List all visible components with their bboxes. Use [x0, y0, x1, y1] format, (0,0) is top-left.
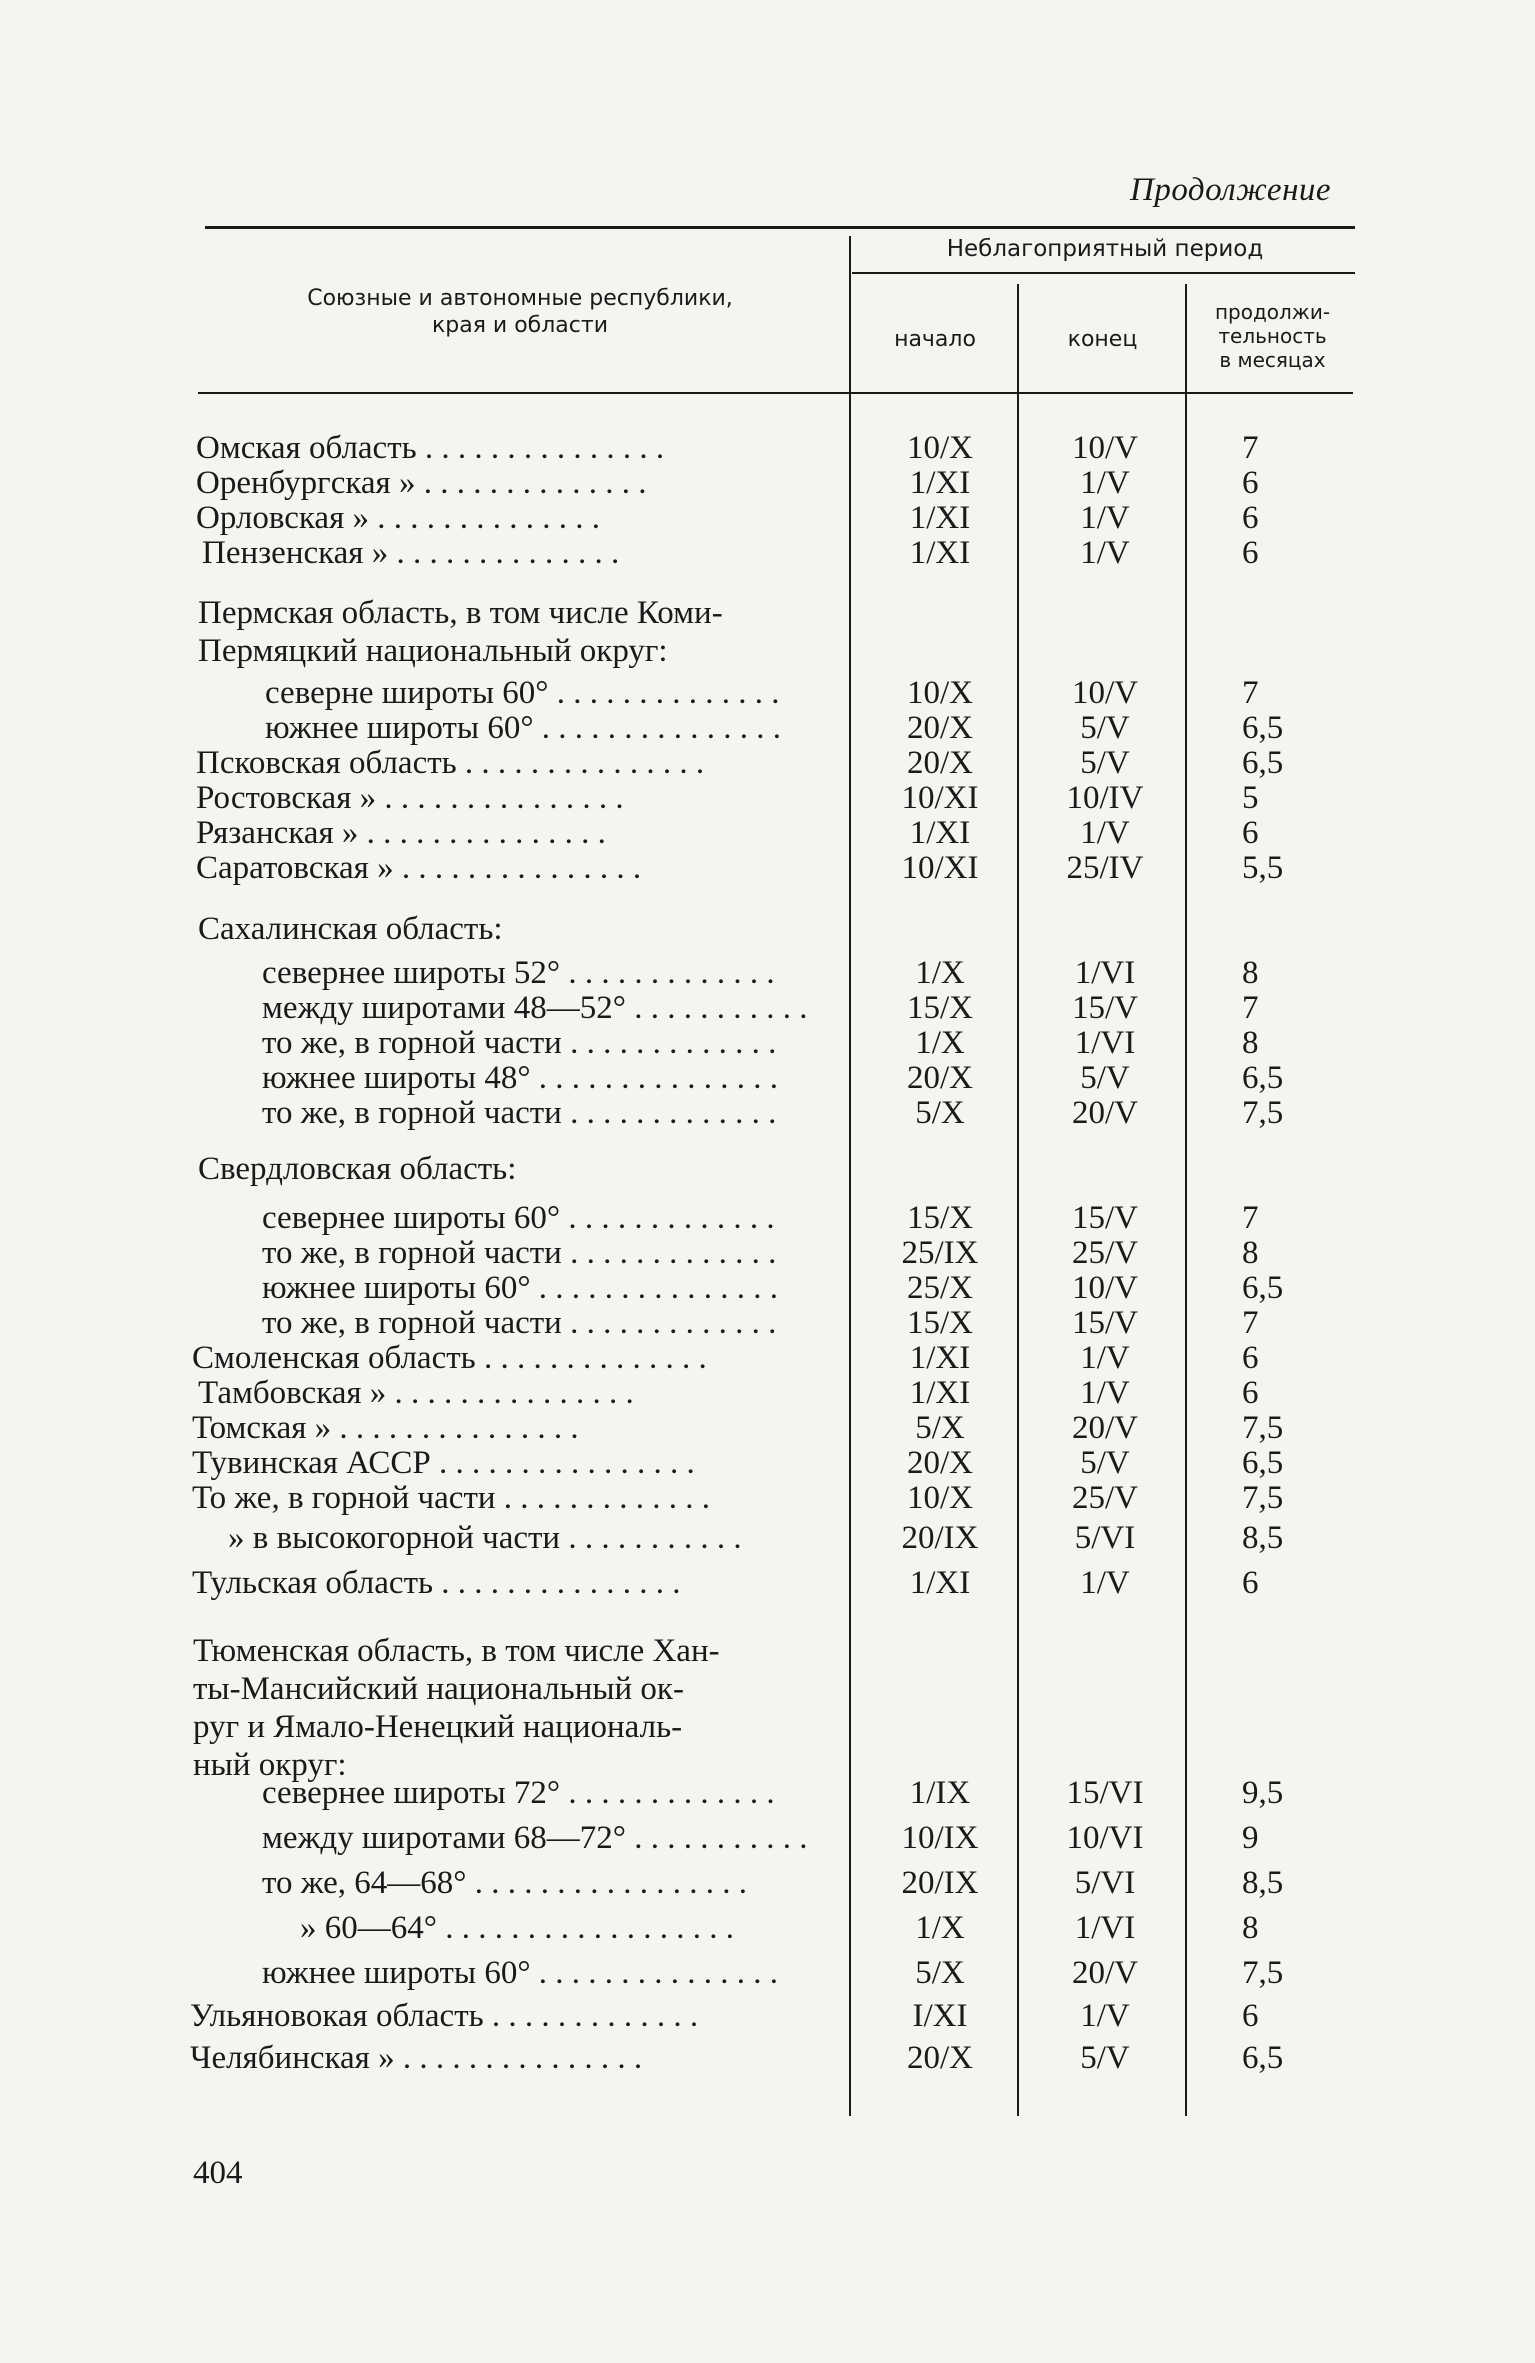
row-start: 1/X	[915, 1025, 965, 1061]
row-label: между широтами 68—72° . . . . . . . . . . .	[262, 1820, 808, 1856]
row-end: 25/V	[1072, 1480, 1138, 1516]
row-end: 5/V	[1080, 710, 1130, 746]
row-label: Ростовская » . . . . . . . . . . . . . . .	[196, 780, 624, 816]
header-end: конец	[1067, 327, 1138, 352]
period-rule	[852, 272, 1355, 274]
row-start: 20/X	[907, 1060, 973, 1096]
table-row	[0, 1200, 1535, 1236]
row-end: 20/V	[1072, 1095, 1138, 1131]
table-row	[0, 1235, 1535, 1271]
row-duration: 7,5	[1242, 1955, 1284, 1991]
row-duration: 9	[1242, 1820, 1259, 1856]
row-start: 1/XI	[909, 500, 971, 536]
row-label: южнее широты 60° . . . . . . . . . . . . . . .	[265, 710, 782, 746]
table-row	[0, 1060, 1535, 1096]
row-end: 1/V	[1080, 465, 1130, 501]
table-row	[0, 1480, 1535, 1516]
row-duration: 6	[1242, 1565, 1259, 1601]
row-label: То же, в горной части . . . . . . . . . . . . .	[192, 1480, 711, 1516]
row-start: 1/XI	[909, 815, 971, 851]
table-row	[0, 1910, 1535, 1946]
row-start: 15/X	[907, 990, 973, 1026]
row-label: южнее широты 48° . . . . . . . . . . . . . . .	[262, 1060, 779, 1096]
row-end: 10/V	[1072, 430, 1138, 466]
row-start: 20/X	[907, 710, 973, 746]
row-duration: 5	[1242, 780, 1259, 816]
row-label: Омская область . . . . . . . . . . . . . . .	[196, 430, 665, 466]
row-label: то же, в горной части . . . . . . . . . . . . .	[262, 1235, 777, 1271]
row-start: 20/X	[907, 2040, 973, 2076]
row-label: то же, в горной части . . . . . . . . . . . . .	[262, 1095, 777, 1131]
row-label: Ульяновокая область . . . . . . . . . . . . .	[190, 1998, 699, 2034]
row-end: 1/V	[1080, 1375, 1130, 1411]
row-start: 25/X	[907, 1270, 973, 1306]
row-end: 20/V	[1072, 1955, 1138, 1991]
table-row	[0, 745, 1535, 781]
row-duration: 6,5	[1242, 2040, 1284, 2076]
header-duration: продолжи- тельность в месяцах	[1214, 300, 1331, 372]
continuation-label: Продолжение	[1130, 172, 1332, 208]
table-row	[0, 1820, 1535, 1856]
row-label: Саратовская » . . . . . . . . . . . . . . .	[196, 850, 642, 886]
table-row	[0, 465, 1535, 501]
row-duration: 6	[1242, 1998, 1259, 2034]
table-row	[0, 780, 1535, 816]
row-end: 1/V	[1080, 815, 1130, 851]
row-label: Рязанская » . . . . . . . . . . . . . . .	[196, 815, 606, 851]
table-row	[0, 710, 1535, 746]
row-start: 10/IX	[901, 1820, 979, 1856]
row-start: 1/X	[915, 1910, 965, 1946]
table-row	[0, 675, 1535, 711]
row-duration: 6,5	[1242, 1060, 1284, 1096]
row-end: 20/V	[1072, 1410, 1138, 1446]
row-start: 10/X	[907, 430, 973, 466]
row-end: 10/VI	[1066, 1820, 1144, 1856]
row-duration: 7	[1242, 1305, 1259, 1341]
row-end: 1/V	[1080, 1998, 1130, 2034]
top-rule	[205, 226, 1355, 229]
row-label: Тульская область . . . . . . . . . . . . . . .	[192, 1565, 681, 1601]
row-start: 15/X	[907, 1305, 973, 1341]
row-label: Смоленская область . . . . . . . . . . . . . .	[192, 1340, 707, 1376]
row-end: 5/V	[1080, 1060, 1130, 1096]
row-end: 1/VI	[1074, 1910, 1136, 1946]
row-label: то же, 64—68° . . . . . . . . . . . . . . . . .	[262, 1865, 747, 1901]
table-row	[0, 1445, 1535, 1481]
row-end: 5/VI	[1074, 1865, 1136, 1901]
row-end: 5/V	[1080, 1445, 1130, 1481]
table-row	[0, 955, 1535, 991]
row-start: 25/IX	[901, 1235, 979, 1271]
row-duration: 7	[1242, 430, 1259, 466]
row-start: 1/XI	[909, 535, 971, 571]
row-label: южнее широты 60° . . . . . . . . . . . . . . .	[262, 1270, 779, 1306]
table-row	[0, 1998, 1535, 2034]
table-row	[0, 1775, 1535, 1811]
row-start: 5/X	[915, 1410, 965, 1446]
row-label: Орловская » . . . . . . . . . . . . . .	[196, 500, 601, 536]
row-label: севернее широты 72° . . . . . . . . . . . . .	[262, 1775, 775, 1811]
header-period: Неблагоприятный период	[946, 236, 1264, 262]
table-row	[0, 850, 1535, 886]
group-sakhalin: Сахалинская область:	[198, 911, 503, 947]
table-row	[0, 1025, 1535, 1061]
row-duration: 8	[1242, 955, 1259, 991]
row-start: 5/X	[915, 1095, 965, 1131]
row-duration: 7	[1242, 675, 1259, 711]
page-number: 404	[193, 2155, 243, 2191]
row-label: то же, в горной части . . . . . . . . . . . . .	[262, 1305, 777, 1341]
row-label: северне широты 60° . . . . . . . . . . . . . .	[265, 675, 780, 711]
row-end: 5/V	[1080, 745, 1130, 781]
row-label: » 60—64° . . . . . . . . . . . . . . . . . .	[300, 1910, 734, 1946]
table-row	[0, 990, 1535, 1026]
row-duration: 6,5	[1242, 745, 1284, 781]
table-row	[0, 1095, 1535, 1131]
row-start: 1/IX	[909, 1775, 971, 1811]
row-end: 10/V	[1072, 1270, 1138, 1306]
row-duration: 6	[1242, 500, 1259, 536]
header-start: начало	[894, 327, 976, 352]
row-label: южнее широты 60° . . . . . . . . . . . . . . .	[262, 1955, 779, 1991]
table-row	[0, 1375, 1535, 1411]
table-row	[0, 1955, 1535, 1991]
row-label: Тамбовская » . . . . . . . . . . . . . . .	[198, 1375, 634, 1411]
table-row	[0, 535, 1535, 571]
row-duration: 6,5	[1242, 710, 1284, 746]
row-label: Томская » . . . . . . . . . . . . . . .	[192, 1410, 579, 1446]
row-duration: 7	[1242, 990, 1259, 1026]
table-row	[0, 2040, 1535, 2076]
row-start: 1/XI	[909, 465, 971, 501]
row-duration: 8,5	[1242, 1520, 1284, 1556]
row-duration: 8,5	[1242, 1865, 1284, 1901]
row-end: 25/V	[1072, 1235, 1138, 1271]
table-row	[0, 815, 1535, 851]
row-label: то же, в горной части . . . . . . . . . . . . .	[262, 1025, 777, 1061]
row-end: 10/V	[1072, 675, 1138, 711]
row-duration: 6	[1242, 815, 1259, 851]
group-perm: Пермская область, в том числе Коми- Пермяцкий национальный округ:	[198, 595, 723, 669]
row-end: 1/V	[1080, 1340, 1130, 1376]
row-start: 15/X	[907, 1200, 973, 1236]
row-label: Пензенская » . . . . . . . . . . . . . .	[202, 535, 620, 571]
row-duration: 7,5	[1242, 1095, 1284, 1131]
row-end: 25/IV	[1066, 850, 1144, 886]
row-end: 5/VI	[1074, 1520, 1136, 1556]
row-label: Челябинская » . . . . . . . . . . . . . . .	[190, 2040, 643, 2076]
group-sverdlovsk: Свердловская область:	[198, 1151, 517, 1187]
row-duration: 8	[1242, 1910, 1259, 1946]
row-end: 15/V	[1072, 1200, 1138, 1236]
table-row	[0, 1305, 1535, 1341]
table-row	[0, 1865, 1535, 1901]
row-duration: 6	[1242, 1375, 1259, 1411]
table-row	[0, 1410, 1535, 1446]
row-label: Псковская область . . . . . . . . . . . . . . .	[196, 745, 705, 781]
row-start: 10/XI	[901, 850, 979, 886]
row-end: 1/VI	[1074, 955, 1136, 991]
table-row	[0, 500, 1535, 536]
row-start: 1/XI	[909, 1565, 971, 1601]
header-bottom-rule	[198, 392, 1353, 394]
row-duration: 6,5	[1242, 1270, 1284, 1306]
table-row	[0, 1565, 1535, 1601]
row-start: 1/XI	[909, 1375, 971, 1411]
row-label: севернее широты 60° . . . . . . . . . . . . .	[262, 1200, 775, 1236]
table-row	[0, 1270, 1535, 1306]
row-start: 20/IX	[901, 1865, 979, 1901]
row-start: 20/X	[907, 1445, 973, 1481]
row-label: Тувинская АССР . . . . . . . . . . . . . . . .	[192, 1445, 695, 1481]
row-end: 15/V	[1072, 1305, 1138, 1341]
row-end: 10/IV	[1066, 780, 1144, 816]
row-end: 1/V	[1080, 535, 1130, 571]
row-start: 1/X	[915, 955, 965, 991]
row-end: 15/VI	[1066, 1775, 1144, 1811]
row-end: 1/VI	[1074, 1025, 1136, 1061]
row-duration: 7	[1242, 1200, 1259, 1236]
row-duration: 6,5	[1242, 1445, 1284, 1481]
row-end: 1/V	[1080, 500, 1130, 536]
row-duration: 8	[1242, 1235, 1259, 1271]
row-duration: 9,5	[1242, 1775, 1284, 1811]
row-duration: 6	[1242, 1340, 1259, 1376]
table-row	[0, 1520, 1535, 1556]
table-row	[0, 430, 1535, 466]
row-start: 20/X	[907, 745, 973, 781]
row-label: Оренбургская » . . . . . . . . . . . . . .	[196, 465, 647, 501]
table-row	[0, 1340, 1535, 1376]
row-start: 10/X	[907, 675, 973, 711]
row-end: 5/V	[1080, 2040, 1130, 2076]
row-duration: 8	[1242, 1025, 1259, 1061]
row-duration: 6	[1242, 535, 1259, 571]
row-label: севернее широты 52° . . . . . . . . . . . . .	[262, 955, 775, 991]
header-region: Союзные и автономные республики, края и области	[307, 286, 733, 338]
row-duration: 5,5	[1242, 850, 1284, 886]
row-start: 1/XI	[909, 1340, 971, 1376]
row-duration: 6	[1242, 465, 1259, 501]
row-end: 1/V	[1080, 1565, 1130, 1601]
row-label: между широтами 48—52° . . . . . . . . . . .	[262, 990, 808, 1026]
row-duration: 7,5	[1242, 1410, 1284, 1446]
row-start: I/XI	[912, 1998, 968, 2034]
row-start: 10/XI	[901, 780, 979, 816]
row-end: 15/V	[1072, 990, 1138, 1026]
row-label: » в высокогорной части . . . . . . . . . . .	[228, 1520, 742, 1556]
row-duration: 7,5	[1242, 1480, 1284, 1516]
row-start: 10/X	[907, 1480, 973, 1516]
row-start: 20/IX	[901, 1520, 979, 1556]
row-start: 5/X	[915, 1955, 965, 1991]
group-tyumen: Тюменская область, в том числе Хан- ты-Мансийский национальный ок- руг и Ямало-Ненецкий националь- ный округ:	[193, 1633, 720, 1783]
